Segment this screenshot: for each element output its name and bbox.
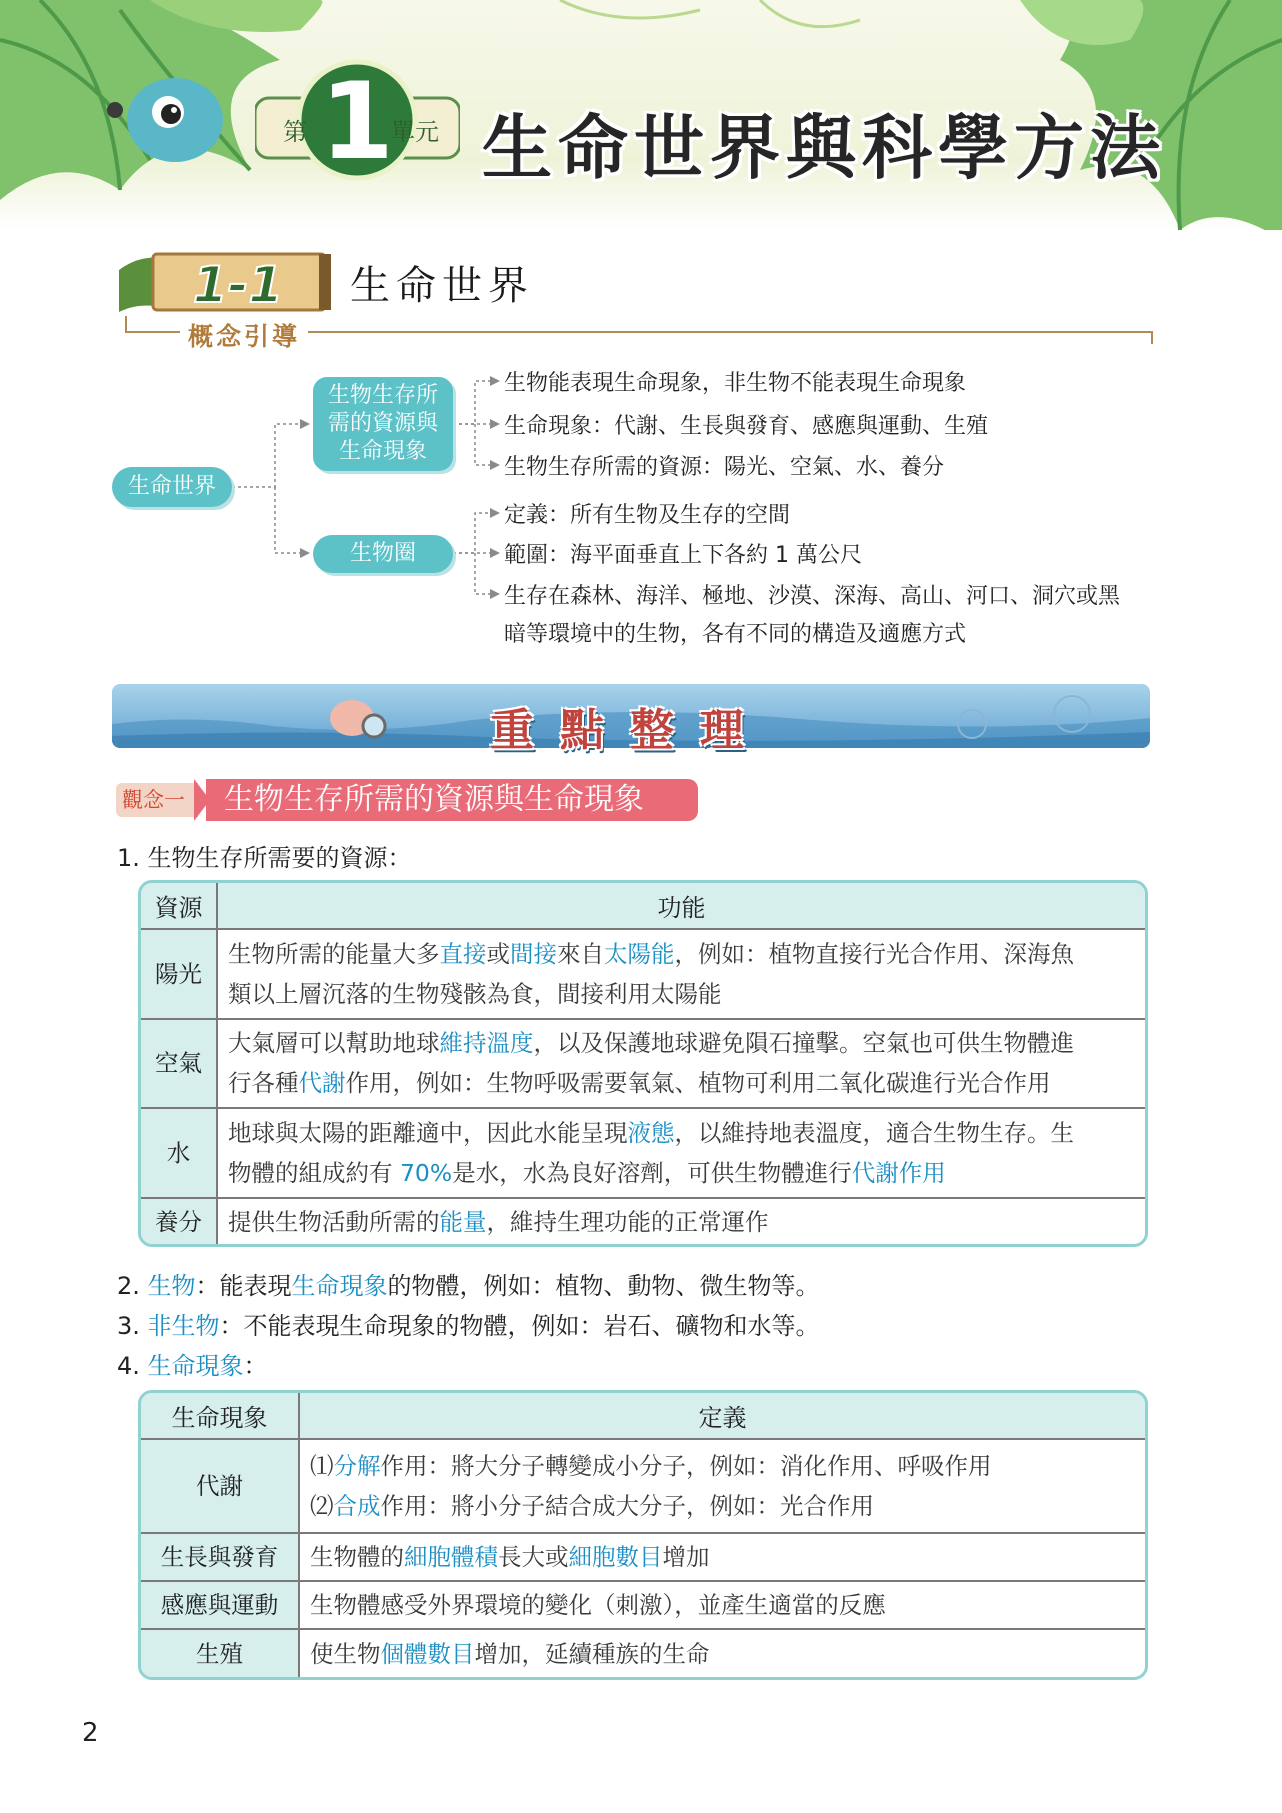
highlight-term: 70% [399, 1159, 453, 1188]
table-key-cell: 代謝 [141, 1439, 299, 1533]
table-key-cell: 生殖 [141, 1629, 299, 1677]
table-header: 定義 [299, 1393, 1145, 1439]
unit-title: 生命世界與科學方法 [482, 107, 1166, 189]
highlight-term: 能量 [439, 1207, 487, 1236]
unit-number-badge [255, 58, 460, 183]
highlight-term: 太陽能 [604, 939, 675, 968]
list-item-4: 4. 生命現象： [117, 1352, 268, 1380]
table-key-cell: 水 [141, 1108, 217, 1198]
unit-number: 1 [320, 60, 394, 183]
section-number-badge [113, 250, 335, 314]
table-row [141, 1108, 1145, 1198]
table-key-cell: 生長與發育 [141, 1533, 299, 1581]
table-header: 資源 [141, 883, 217, 929]
concept-map-item: 生物生存所需的資源：陽光、空氣、水、養分 [504, 455, 945, 480]
table-value-cell: 大氣層可以幫助地球維持溫度，以及保護地球避免隕石撞擊。空氣也可供生物體進 行各種代謝作用，例如：生物呼吸需要氧氣、植物可利用二氧化碳進行光合作用 [217, 1019, 1145, 1109]
list-item-1 [117, 838, 412, 873]
table-row [141, 1581, 1145, 1629]
highlight-term: 細胞體積 [404, 1543, 498, 1571]
table-row [141, 1198, 1145, 1244]
highlight-term: 生物 [147, 1272, 196, 1300]
table-header: 生命現象 [141, 1393, 299, 1439]
table-value-cell: 生物體感受外界環境的變化（刺激），並產生適當的反應 [299, 1581, 1145, 1629]
section-title: 生命世界 [350, 263, 534, 309]
table-key-cell: 陽光 [141, 929, 217, 1019]
table-value-cell: 生物所需的能量大多直接或間接來自太陽能，例如：植物直接行光合作用、深海魚 類以上層沉落的生物殘骸為食，間接利用太陽能 [217, 929, 1145, 1019]
highlight-term: 細胞數目 [568, 1543, 663, 1571]
table-value-cell: 地球與太陽的距離適中，因此水能呈現液態，以維持地表溫度，適合生物生存。生 物體的組成約有 70%是水，水為良好溶劑，可供生物體進行代謝作用 [217, 1108, 1145, 1198]
highlight-term: 生命現象 [147, 1352, 244, 1380]
highlight-term: 生命現象 [291, 1272, 388, 1300]
highlight-term: 代謝 [298, 1069, 346, 1098]
table-key-cell: 空氣 [141, 1019, 217, 1109]
concept-map-item: 暗等環境中的生物，各有不同的構造及適應方式 [504, 622, 967, 647]
highlight-term: 個體數目 [380, 1639, 475, 1668]
highlight-term: 液態 [627, 1119, 675, 1148]
unit-suffix: 單元 [391, 118, 439, 146]
highlight-term: 直接 [439, 939, 487, 968]
list-text: 生物生存所需要的資源： [147, 844, 412, 872]
table-row [141, 1439, 1145, 1533]
concept-map-item: 生命現象：代謝、生長與發育、感應與運動、生殖 [504, 414, 989, 439]
highlight-term: 代謝作用 [851, 1159, 946, 1188]
section-number: 1-1 [192, 256, 284, 314]
highlight-term: 合成 [333, 1492, 381, 1520]
concept-map-item: 定義：所有生物及生存的空間 [504, 503, 791, 528]
concept-map-root: 生命世界 [112, 467, 232, 507]
unit-prefix: 第 [283, 118, 307, 146]
page-number: 2 [82, 1718, 99, 1748]
key-points-title: 重點整理 [490, 705, 770, 756]
list-item-2: 2. 生物：能表現生命現象的物體，例如：植物、動物、微生物等。 [117, 1272, 820, 1300]
highlight-term: 分解 [333, 1452, 381, 1480]
highlight-term: 間接 [510, 939, 557, 968]
highlight-term: 非生物 [147, 1312, 220, 1340]
resources-table [138, 880, 1148, 1247]
concept-map-item: 生存在森林、海洋、極地、沙漠、深海、高山、河口、洞穴或黑 [504, 584, 1121, 609]
table-key-cell: 感應與運動 [141, 1581, 299, 1629]
list-number: 1. [117, 844, 140, 872]
concept-map-branch-biosphere: 生物圈 [313, 535, 453, 573]
life-phenomena-table [138, 1390, 1148, 1680]
table-row [141, 1629, 1145, 1677]
table-value-cell: 提供生物活動所需的能量，維持生理功能的正常運作 [217, 1198, 1145, 1244]
table-value-cell: 使生物個體數目增加，延續種族的生命 [299, 1629, 1145, 1677]
concept-title: 生物生存所需的資源與生命現象 [206, 779, 698, 821]
table-header: 功能 [217, 883, 1145, 929]
table-row [141, 1533, 1145, 1581]
table-row [141, 929, 1145, 1019]
table-value-cell: 生物體的細胞體積長大或細胞數目增加 [299, 1533, 1145, 1581]
list-item-3: 3. 非生物：不能表現生命現象的物體，例如：岩石、礦物和水等。 [117, 1312, 820, 1340]
unit-banner [0, 0, 1282, 230]
highlight-term: 維持溫度 [439, 1029, 534, 1058]
concept-tag-notch [194, 779, 210, 821]
concept-map-item: 生物能表現生命現象，非生物不能表現生命現象 [504, 371, 967, 396]
concept-guide-label: 概念引導 [180, 317, 308, 353]
concept-map-item: 範圍：海平面垂直上下各約 1 萬公尺 [504, 543, 862, 568]
table-key-cell: 養分 [141, 1198, 217, 1244]
concept-tag: 觀念一 [116, 783, 198, 817]
concept-map-branch-resources: 生物生存所需的資源與生命現象 [313, 377, 453, 471]
table-value-cell: ⑴分解作用：將大分子轉變成小分子，例如：消化作用、呼吸作用 ⑵合成作用：將小分子結合成大分子，例如：光合作用 [299, 1439, 1145, 1533]
table-row [141, 1019, 1145, 1109]
